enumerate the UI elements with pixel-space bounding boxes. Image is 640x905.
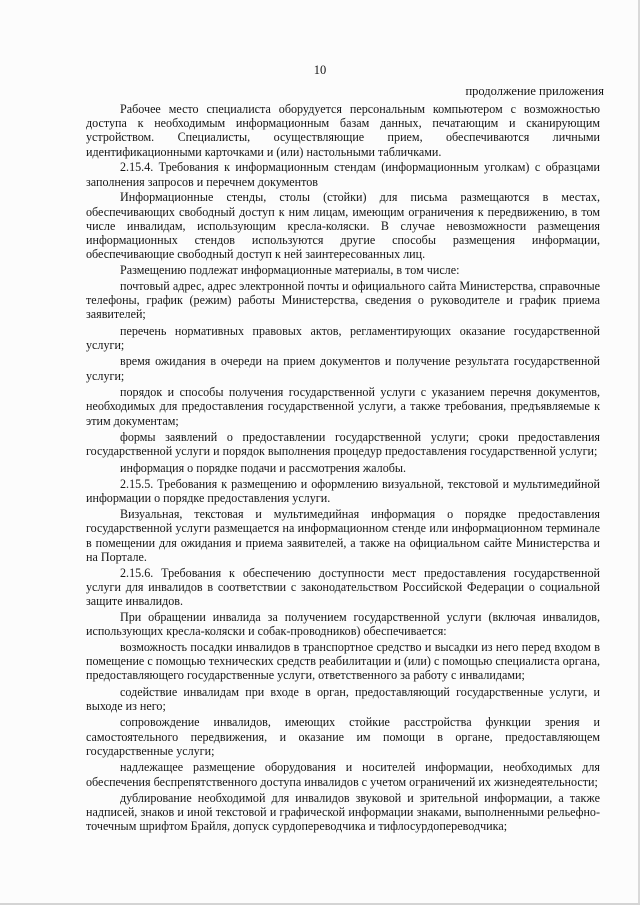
list-item: информация о порядке подачи и рассмотрения жалобы. [120, 460, 407, 475]
document-body [86, 102, 600, 836]
list-item: почтовый адрес, адрес электронной почты и официального сайта Министерства, справочные телефоны, график (режим) работы Министерства, сведения о руководителе и график приема заявителей; [86, 278, 600, 322]
paragraph: Визуальная, текстовая и мультимедийная информация о порядке предоставления государственной услуги размещается на информационном стенде или информационном терминале в помещении для ожидания и приема заявителей, а также на официальном сайте Министерства и на Портале. [86, 507, 600, 564]
list-item: перечень нормативных правовых актов, регламентирующих оказание государственной услуги; [86, 323, 600, 352]
continuation-note: продолжение приложения [465, 84, 604, 98]
list-item: сопровождение инвалидов, имеющих стойкие расстройства функции зрения и самостоятельного передвижения, и оказание им помощи в органе, предоставляющем государственные услуги; [86, 715, 600, 758]
paragraph: Размещению подлежат информационные материалы, в том числе: [120, 263, 460, 278]
list-item: формы заявлений о предоставлении государственной услуги; сроки предоставления государственной услуги и порядок выполнения процедур предоставления государственной услуги; [86, 430, 600, 459]
page-number: 10 [313, 63, 327, 77]
paragraph: При обращении инвалида за получением государственной услуги (включая инвалидов, использующих кресла-коляски и собак-проводников) обеспечивается: [86, 609, 600, 639]
section-heading: 2.15.6. Требования к обеспечению доступности мест предоставления государственной услуги для инвалидов в соответствии с законодательством Российской Федерации о социальной защите инвалидов. [86, 565, 600, 609]
section-heading: 2.15.4. Требования к информационным стендам (информационным уголкам) с образцами заполнения запросов и перечнем документов [86, 160, 600, 189]
section-heading: 2.15.5. Требования к размещению и оформлению визуальной, текстовой и мультимедийной информации о порядке предоставления услуги. [86, 477, 600, 506]
list-item: порядок и способы получения государственной услуги с указанием перечня документов, необходимых для предоставления государственной услуги, а также требования, предъявляемые к этим документам; [86, 385, 600, 428]
list-item: возможность посадки инвалидов в транспортное средство и высадки из него перед входом в помещение с помощью технических средств реабилитации и (или) с помощью специалиста органа, предоставляющего государственные услуги, ответственного за работу с инвалидами; [86, 639, 600, 683]
paragraph: Рабочее место специалиста оборудуется персональным компьютером с возможностью доступа к необходимым информационным базам данных, печатающим и сканирующим устройством. Специалисты, осуществляющие прием, обеспечиваются личными идентификационными карточками и (или) настольными табличками. [86, 102, 600, 159]
list-item: надлежащее размещение оборудования и носителей информации, необходимых для обеспечения беспрепятственного доступа инвалидов с учетом ограничений их жизнедеятельности; [86, 760, 600, 789]
list-item: содействие инвалидам при входе в орган, предоставляющий государственные услуги, и выходе из него; [86, 684, 600, 713]
paragraph: Информационные стенды, столы (стойки) для письма размещаются в местах, обеспечивающих свободный доступ к ним лицам, имеющим ограничения к передвижению, в том числе инвалидам, использующим кресла-коляски. В случае невозможности размещения информационных стендов используются другие способы размещения информации, обеспечивающие свободный доступ к ней заинтересованных лиц. [86, 190, 600, 262]
list-item: дублирование необходимой для инвалидов звуковой и зрительной информации, а также надписей, знаков и иной текстовой и графической информации знаками, выполненными рельефно-точечным шрифтом Брайля, допуск сурдопереводчика и тифлосурдопереводчика; [86, 791, 600, 834]
list-item: время ожидания в очереди на прием документов и получение результата государственной услуги; [86, 354, 600, 383]
